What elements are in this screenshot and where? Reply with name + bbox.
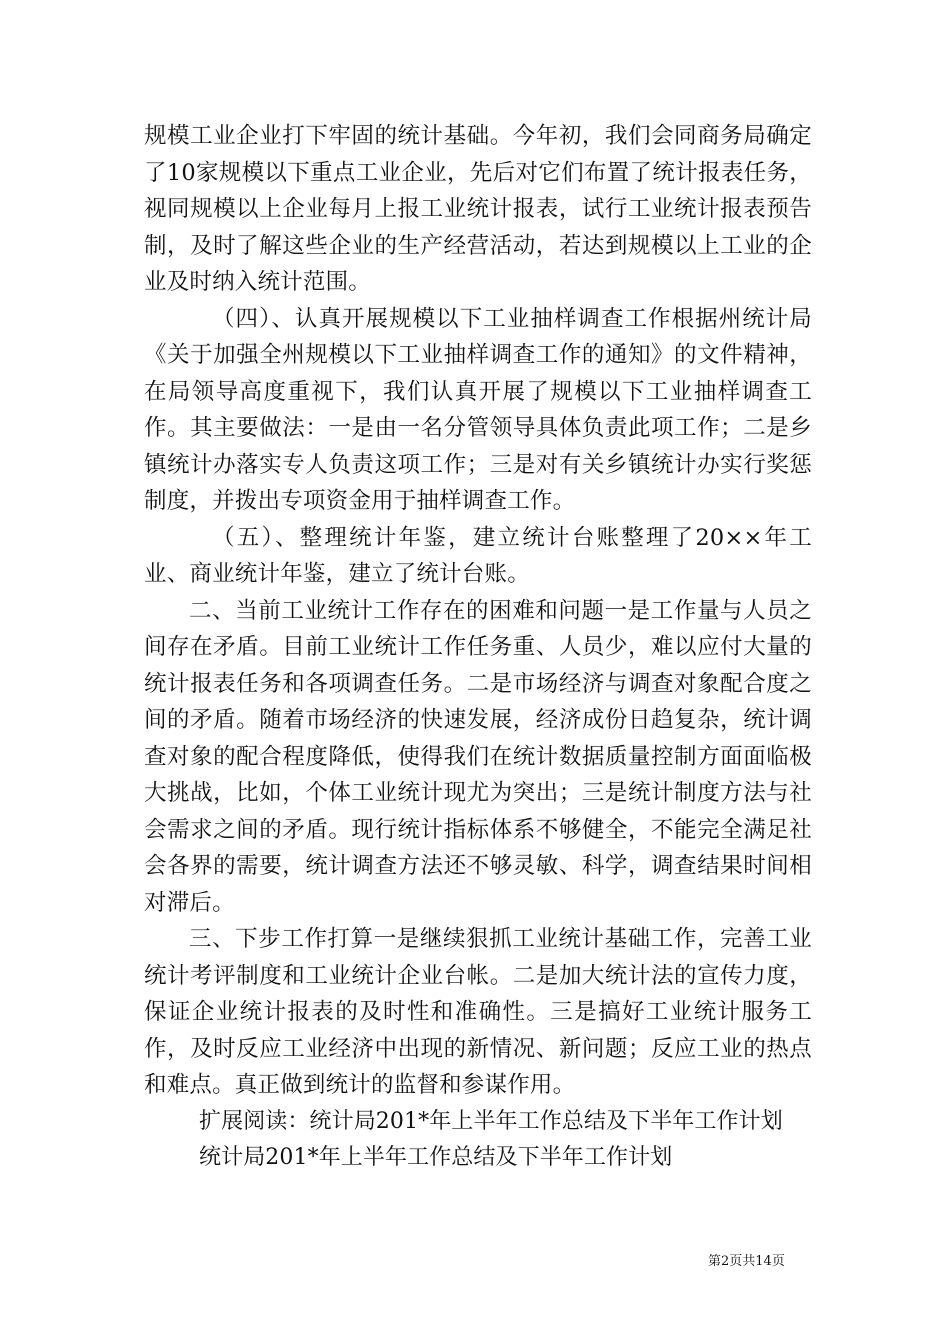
paragraph-problems: 二、当前工业统计工作存在的困难和问题一是工作量与人员之间存在矛盾。目前工业统计工作任务重、人员少，难以应付大量的统计报表任务和各项调查任务。二是市场经济与调查对象配合度之间的矛盾。随着市场经济的快速发展，经济成份日趋复杂，统计调查对象的配合程度降低，使得我们在统计数据质量控制方面面临极大挑战，比如，个体工业统计现尤为突出；三是统计制度方法与社会需求之间的矛盾。现行统计指标体系不够健全，不能完全满足社会各界的需要，统计调查方法还不够灵敏、科学，调查结果时间相对滞后。: [144, 597, 812, 916]
paragraph-continuation: 规模工业企业打下牢固的统计基础。今年初，我们会同商务局确定了10家规模以下重点工业企业，先后对它们布置了统计报表任务，视同规模以上企业每月上报工业统计报表，试行工业统计报表预告制，及时了解这些企业的生产经营活动，若达到规模以上工业的企业及时纳入统计范围。: [144, 123, 812, 295]
paragraph-next-steps: 三、下步工作打算一是继续狠抓工业统计基础工作，完善工业统计考评制度和工业统计企业台帐。二是加大统计法的宣传力度，保证企业统计报表的及时性和准确性。三是搞好工业统计服务工作，及时反应工业经济中出现的新情况、新问题；反应工业的热点和难点。真正做到统计的监督和参谋作用。: [144, 926, 812, 1098]
extended-reading-line: 扩展阅读：统计局201*年上半年工作总结及下半年工作计划: [199, 1108, 783, 1134]
document-body: [144, 118, 812, 1177]
next-document-title: 统计局201*年上半年工作总结及下半年工作计划: [199, 1145, 673, 1170]
page-number-footer: 第2页共14页: [708, 1254, 785, 1269]
paragraph-section-5: （五）、整理统计年鉴，建立统计台账整理了20××年工业、商业统计年鉴，建立了统计台账。: [144, 524, 812, 587]
paragraph-section-4: （四）、认真开展规模以下工业抽样调查工作根据州统计局《关于加强全州规模以下工业抽样调查工作的通知》的文件精神，在局领导高度重视下，我们认真开展了规模以下工业抽样调查工作。其主要做法：一是由一名分管领导具体负责此项工作；二是乡镇统计办落实专人负责这项工作；三是对有关乡镇统计办实行奖惩制度，并拨出专项资金用于抽样调查工作。: [144, 305, 812, 514]
